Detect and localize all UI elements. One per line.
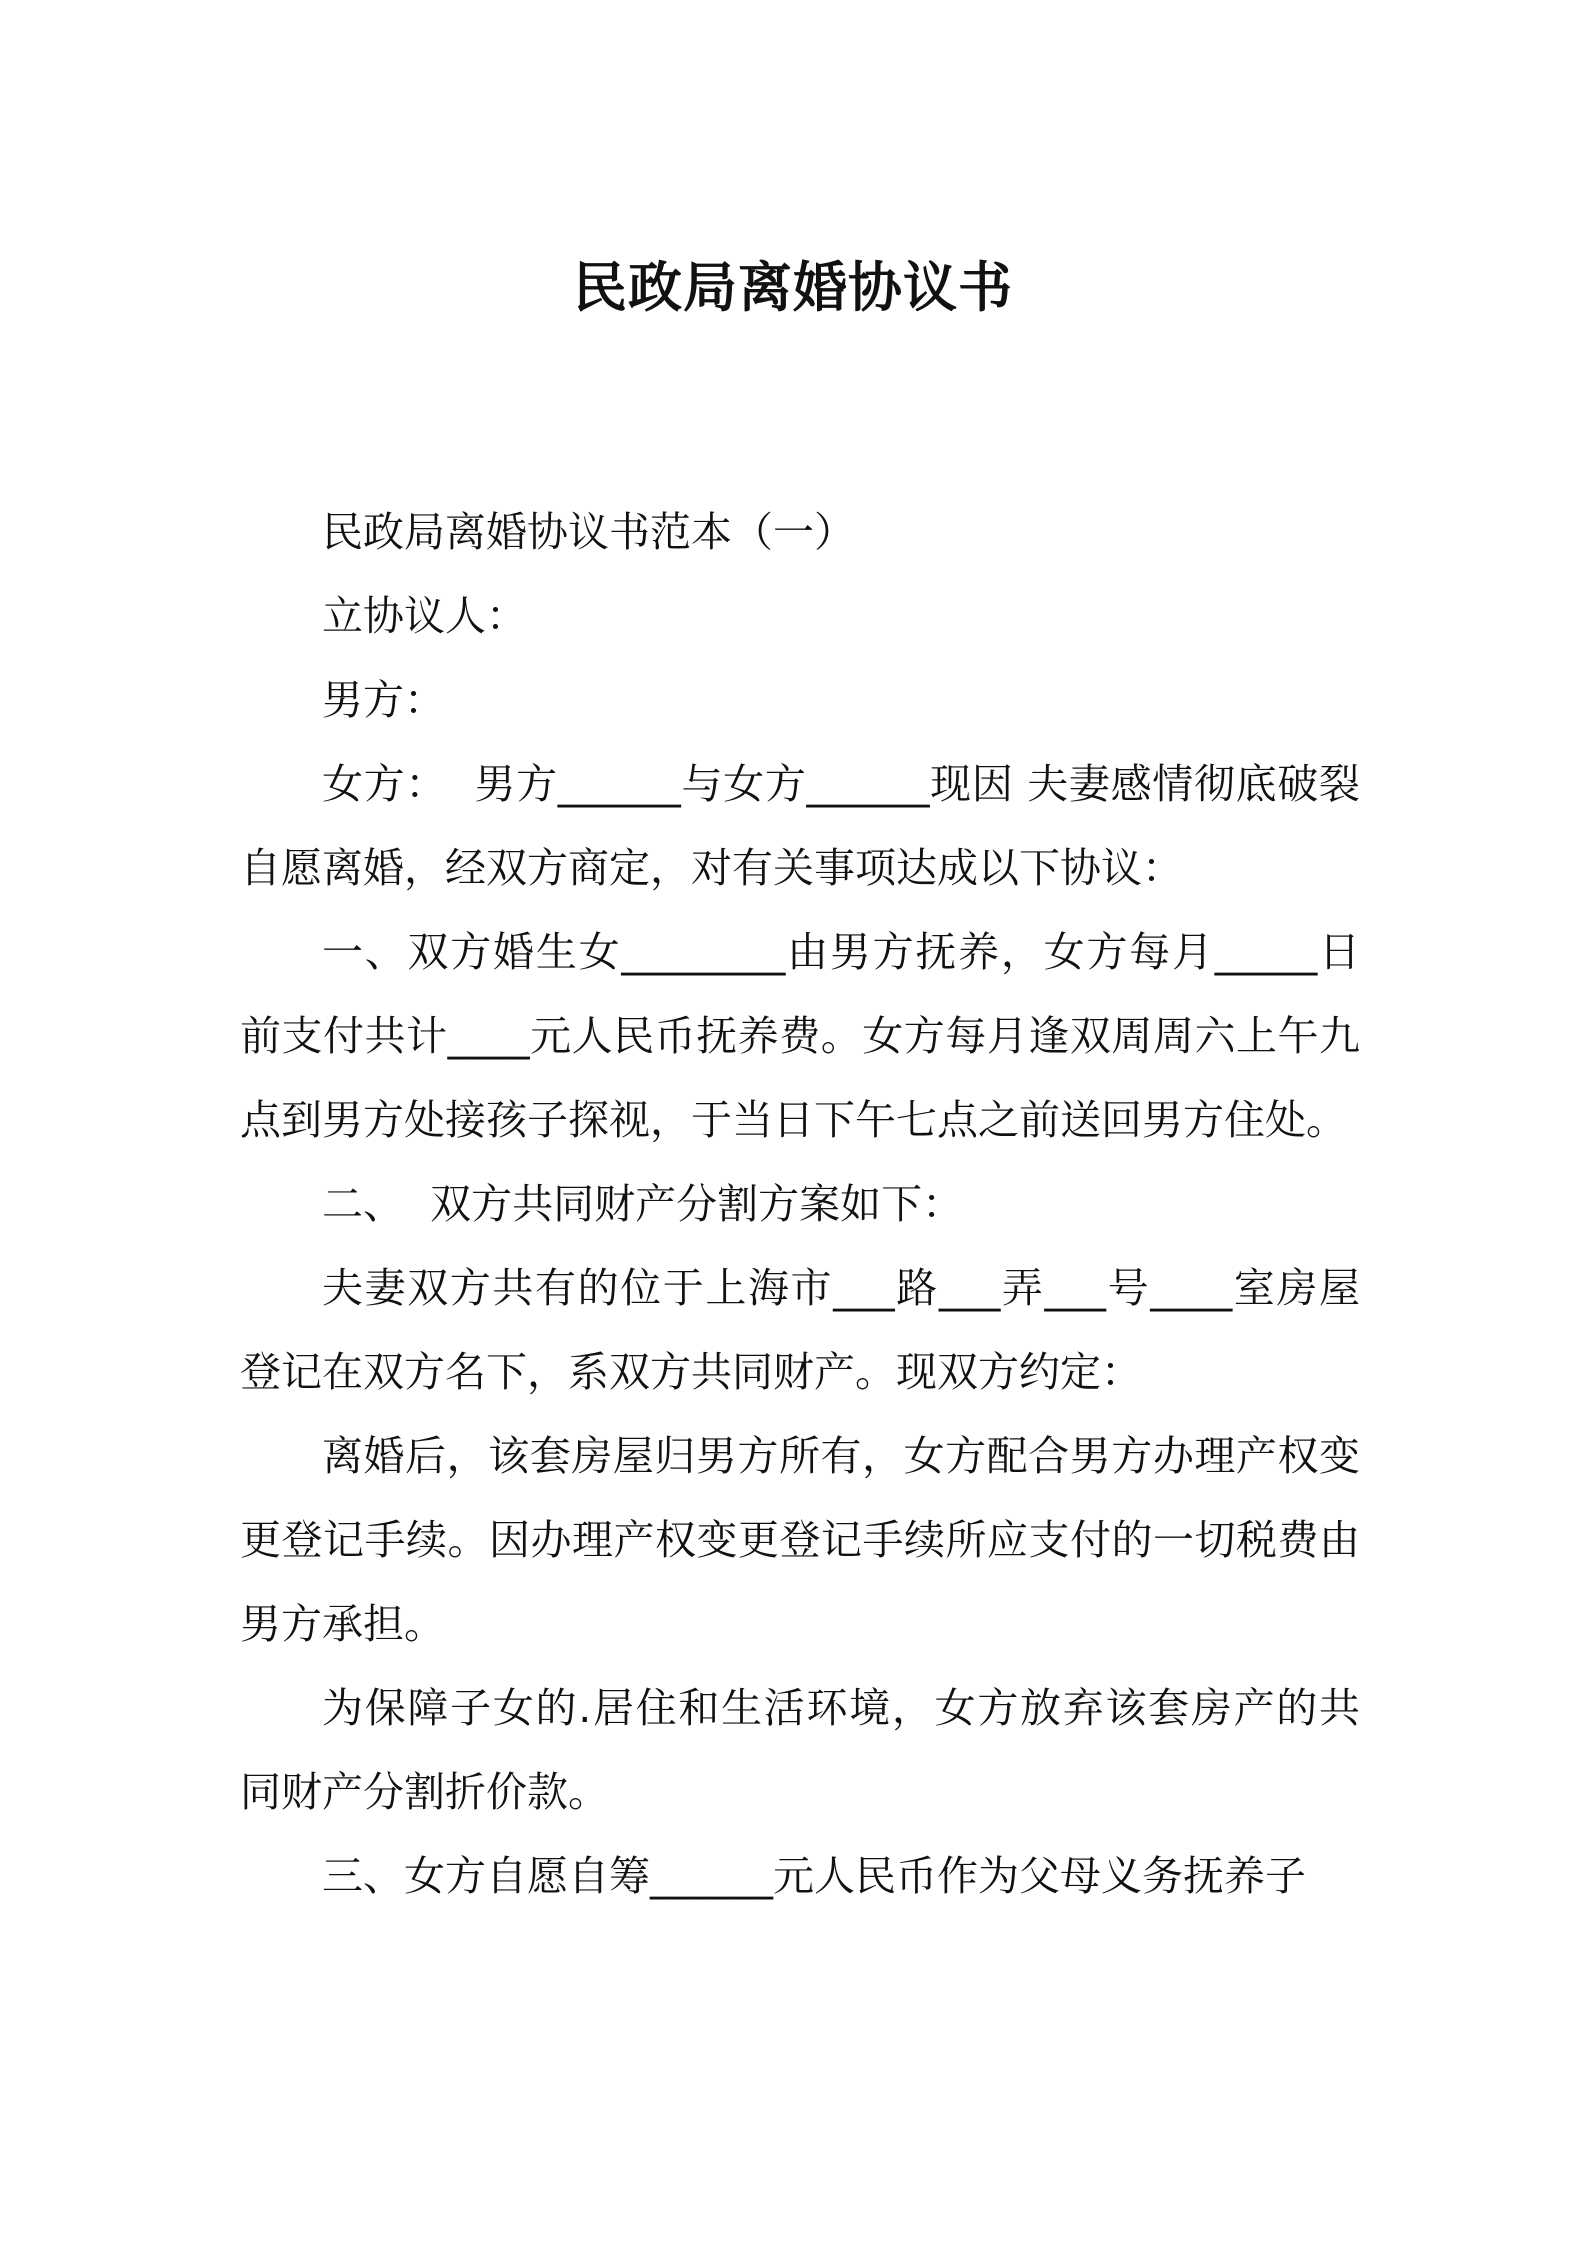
- paragraph-child-housing: 为保障子女的.居住和生活环境，女方放弃该套房产的共同财产分割折价款。: [240, 1684, 1360, 1816]
- document-title: 民政局离婚协议书: [573, 256, 1013, 319]
- paragraph-clause-1: 一、双方婚生女________由男方抚养，女方每月_____日前支付共计____元人民币抚养费。女方每月逢双周周六上午九点到男方处接孩子探视，于当日下午七点之前送回男方住处。: [240, 928, 1360, 1144]
- paragraph-female-party: 女方： 男方______与女方______现因 夫妻感情彻底破裂 自愿离婚，经双方商定，对有关事项达成以下协议：: [240, 760, 1374, 892]
- paragraph-male-party: 男方：: [322, 676, 445, 724]
- paragraph-parties: 立协议人：: [322, 592, 527, 640]
- document-body: [240, 490, 1374, 1918]
- paragraph-property: 夫妻双方共有的位于上海市___路___弄___号____室房屋登记在双方名下，系双方共同财产。现双方约定：: [240, 1264, 1360, 1396]
- paragraph-after-divorce: 离婚后，该套房屋归男方所有，女方配合男方办理产权变更登记手续。因办理产权变更登记手续所应支付的一切税费由男方承担。: [240, 1432, 1360, 1648]
- paragraph-clause-3: 三、女方自愿自筹______元人民币作为父母义务抚养子: [322, 1852, 1306, 1900]
- paragraph-subtitle: 民政局离婚协议书范本（一）: [322, 508, 855, 556]
- paragraph-clause-2: 二、 双方共同财产分割方案如下：: [322, 1180, 964, 1228]
